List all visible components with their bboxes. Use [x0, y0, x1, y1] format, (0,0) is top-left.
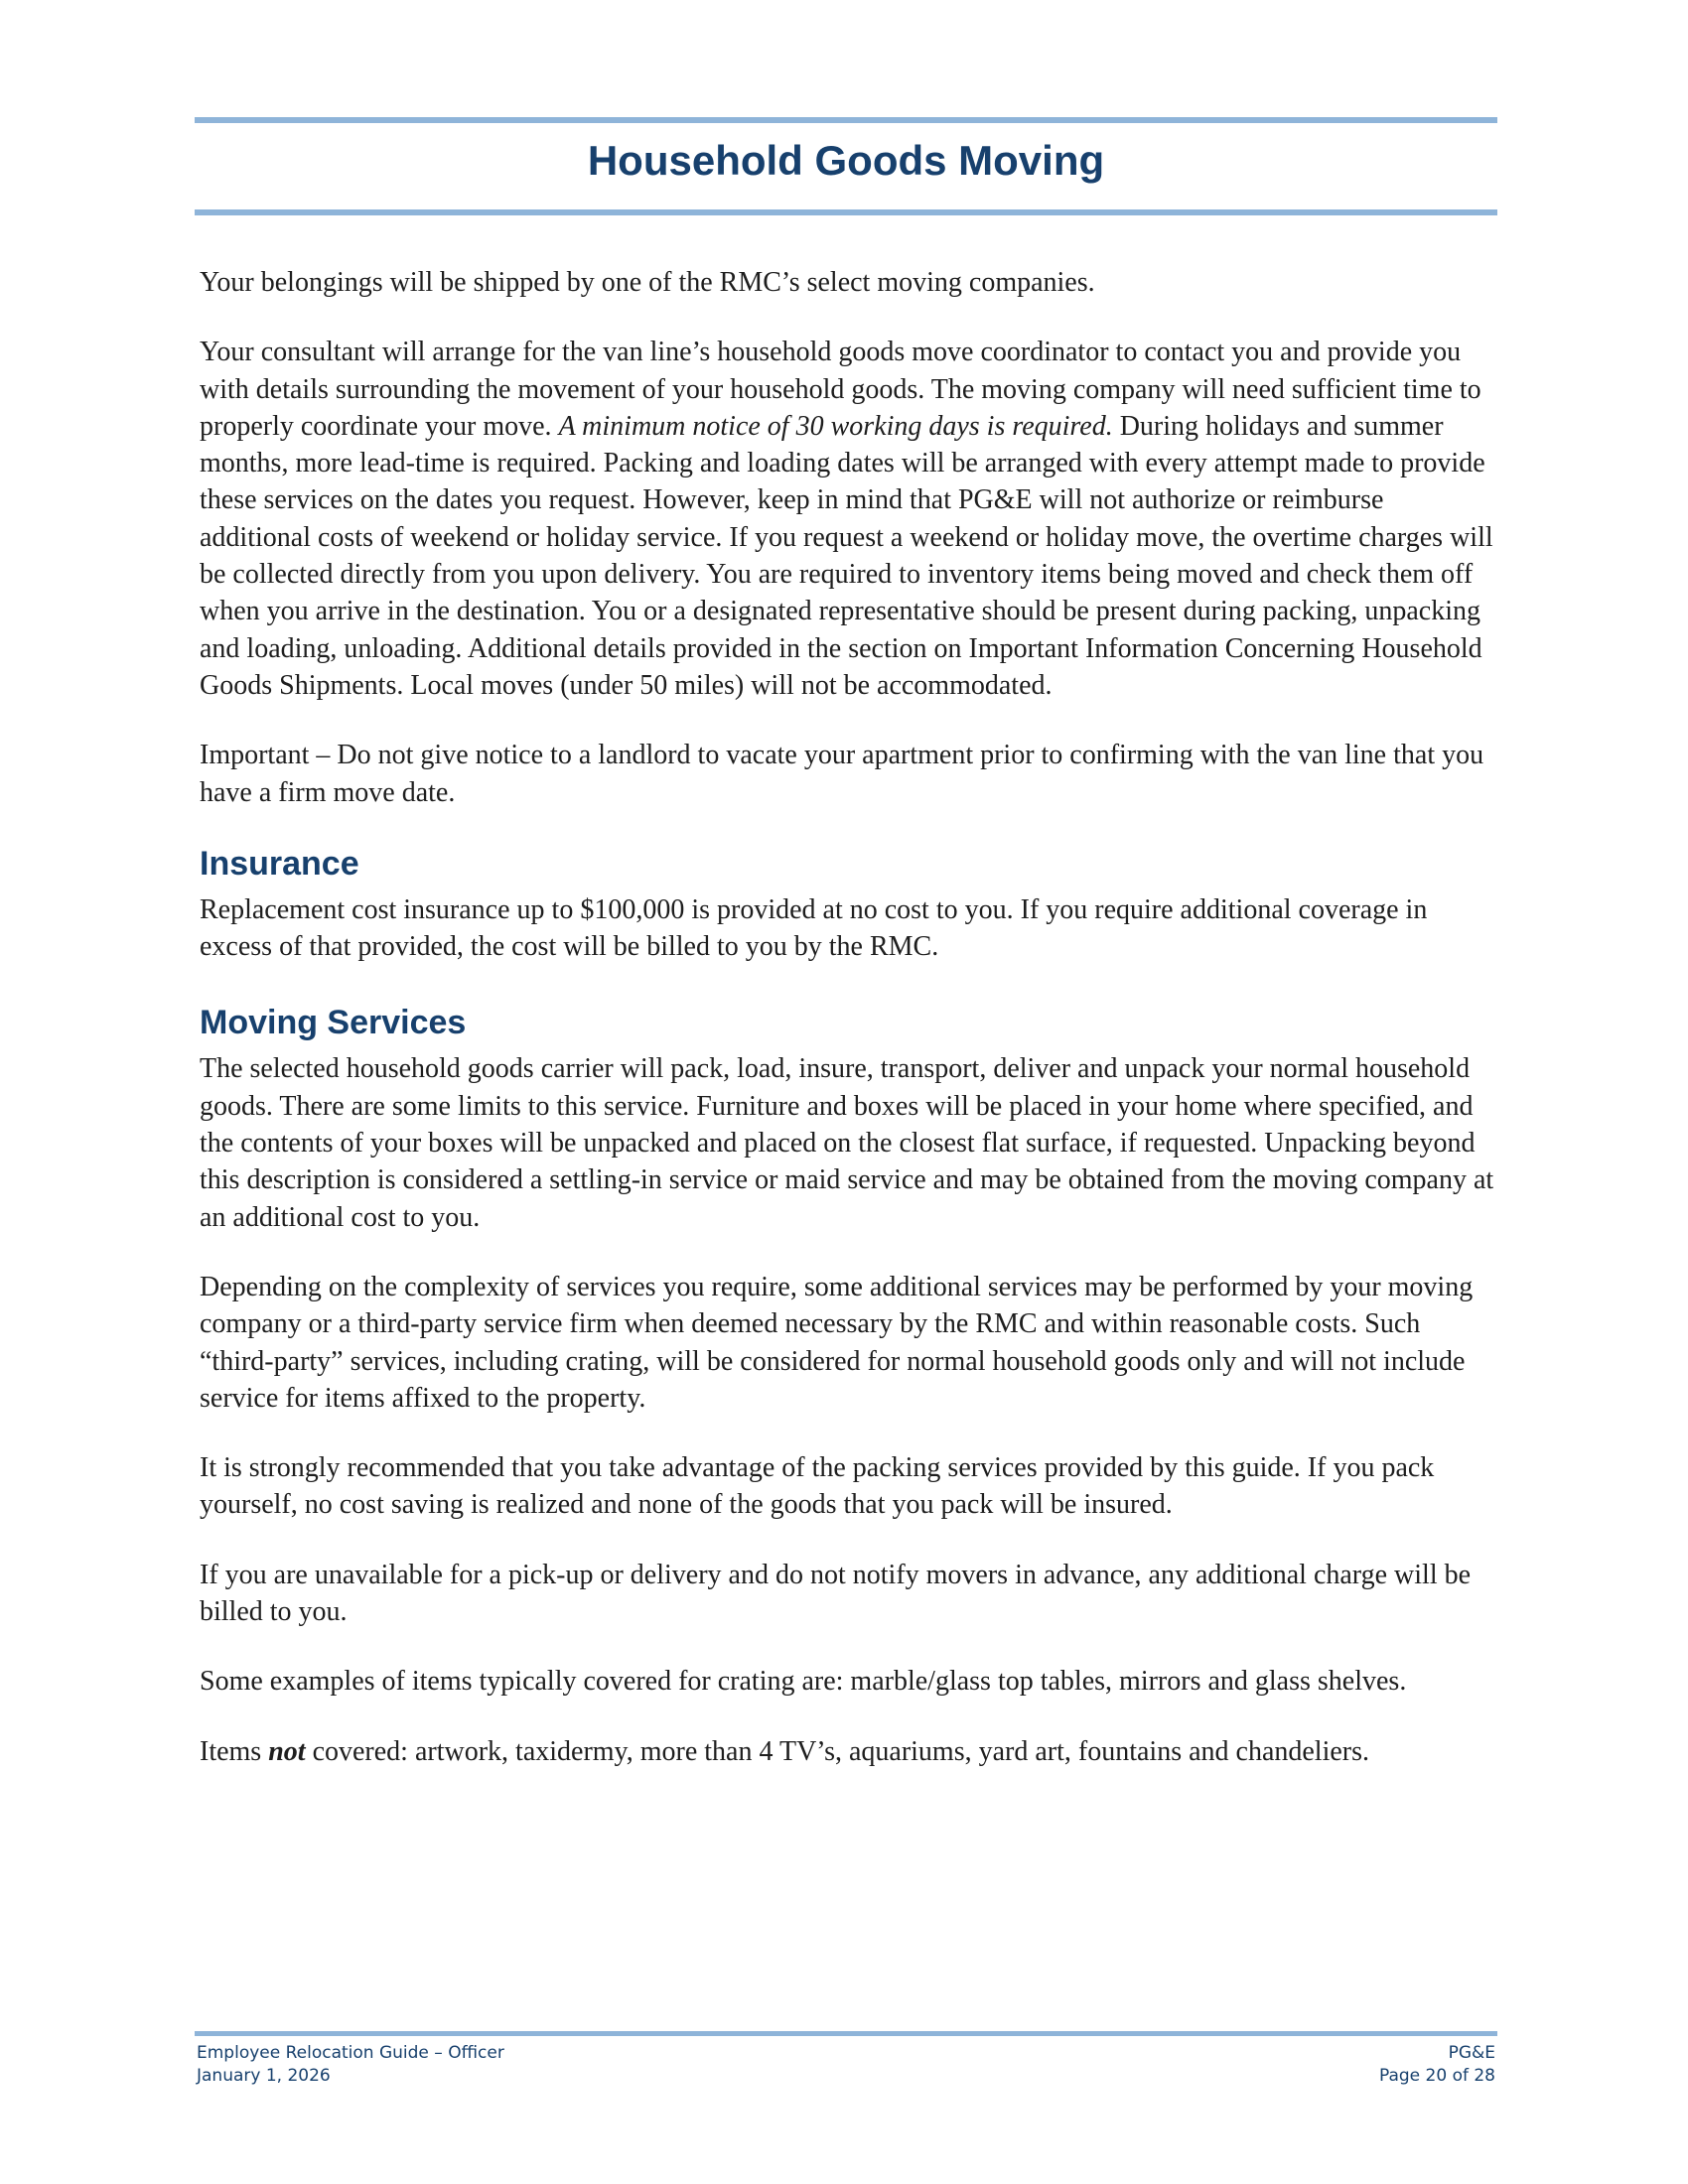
paragraph-coordination — [200, 334, 1500, 704]
paragraph-shipping-intro: Your belongings will be shipped by one of the RMC’s select moving companies. — [200, 267, 1095, 298]
paragraph-unavailable: If you are unavailable for a pick-up or delivery and do not notify movers in advance, any additional charge will be billed to you. — [200, 1559, 1472, 1628]
footer-date: January 1, 2026 — [197, 2066, 331, 2086]
document-body — [200, 264, 1500, 1803]
header-top-rule — [195, 117, 1497, 123]
paragraph-text: Your consultant will arrange for the van line’s household goods move coordinator to contact you and provide you with details surrounding the movement of your household goods. The moving company will need sufficient time to properly coordinate your move. — [200, 337, 1481, 442]
footer-doc-title: Employee Relocation Guide – Officer — [197, 2043, 504, 2063]
paragraph-text: covered: artwork, taxidermy, more than 4 TV’s, aquariums, yard art, fountains and chandeliers. — [305, 1735, 1370, 1767]
footer-rule — [195, 2031, 1497, 2036]
notice-requirement: A minimum notice of 30 working days is required. — [558, 410, 1113, 442]
page-title: Household Goods Moving — [587, 137, 1105, 184]
paragraph-third-party: Depending on the complexity of services you require, some additional services may be performed by your moving company or a third-party service firm when deemed necessary by the RMC and within reasonable costs. Such “third-party” services, including crating, will be considered for normal household goods only and will not include service for items affixed to the property. — [200, 1271, 1474, 1414]
paragraph-insurance: Replacement cost insurance up to $100,000 is provided at no cost to you. If you require additional coverage in excess of that provided, the cost will be billed to you by the RMC. — [200, 893, 1428, 963]
footer-company: PG&E — [1448, 2043, 1495, 2063]
paragraph-carrier-services: The selected household goods carrier will pack, load, insure, transport, deliver and unpack your normal household goods. There are some limits to this service. Furniture and boxes will be placed in your home where specified, and the contents of your boxes will be unpacked and placed on the closest flat surface, if requested. Unpacking beyond this description is considered a settling-in service or maid service and may be obtained from the moving company at an additional cost to you. — [200, 1053, 1494, 1233]
paragraph-text: Items — [200, 1735, 269, 1767]
paragraph-text: During holidays and summer months, more lead-time is required. Packing and loading dates will be arranged with every attempt made to provide these services on the dates you request. However, keep in mind that PG&E will not authorize or reimburse additional costs of weekend or holiday service. If you request a weekend or holiday move, the overtime charges will be collected directly from you upon delivery. You are required to inventory items being moved and check them off when you arrive in the destination. You or a designated representative should be present during packing, unpacking and loading, unloading. Additional details provided in the section on Important Information Concerning Household Goods Shipments. Local moves (under 50 miles) will not be accommodated. — [200, 410, 1493, 701]
section-heading-moving-services: Moving Services — [200, 1004, 467, 1042]
not-emphasis: not — [268, 1735, 306, 1767]
header-bottom-rule — [195, 209, 1497, 215]
paragraph-packing-recommendation: It is strongly recommended that you take advantage of the packing services provided by this guide. If you pack yourself, no cost saving is realized and none of the goods that you pack will be insured. — [200, 1452, 1435, 1521]
paragraph-items-not-covered — [200, 1733, 1500, 1770]
footer-page-number: Page 20 of 28 — [1378, 2066, 1495, 2086]
paragraph-crating-examples: Some examples of items typically covered for crating are: marble/glass top tables, mirrors and glass shelves. — [200, 1666, 1407, 1698]
section-heading-insurance: Insurance — [200, 844, 359, 883]
paragraph-important-notice: Important – Do not give notice to a landlord to vacate your apartment prior to confirming with the van line that you have a firm move date. — [200, 740, 1484, 808]
footer-left — [197, 2042, 504, 2088]
footer-right — [1379, 2042, 1495, 2088]
